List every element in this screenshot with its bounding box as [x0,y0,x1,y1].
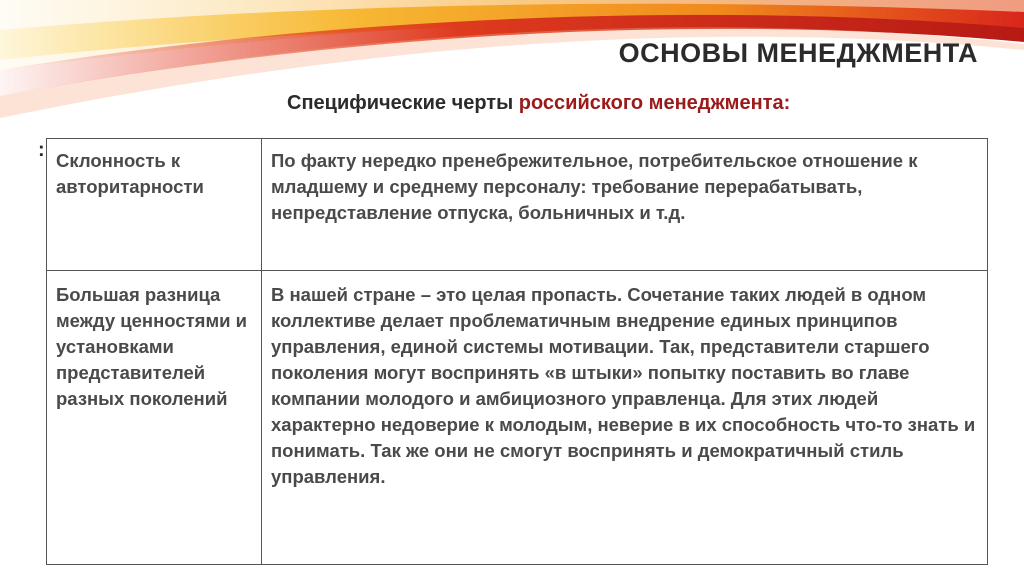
features-table [46,138,988,565]
subtitle [287,92,790,115]
table-row [47,139,988,271]
feature-cell: Склонность к авторитарности [47,139,262,271]
table-row [47,271,988,565]
subtitle-accent: российского менеджмента: [518,92,791,114]
feature-cell: Большая разница между ценностями и установками представителей разных поколений [47,271,262,565]
description-cell: По факту нередко пренебрежительное, потребительское отношение к младшему и среднему персоналу: требование перерабатывать, непредставление отпуска, больничных и т.д. [262,139,988,271]
stray-colon-mark: : [38,139,45,161]
description-cell: В нашей стране – это целая пропасть. Сочетание таких людей в одном коллективе делает проблематичным внедрение единых принципов управления, единой системы мотивации. Так, представители старшего поколения могут воспринять «в штыки» попытку поставить во главе компании молодого и амбициозного управленца. Для этих людей характерно недоверие к молодым, неверие в их способность что-то знать и понимать. Так же они не смогут воспринять и демократичный стиль управления. [262,271,988,565]
subtitle-plain: Специфические черты [287,92,519,114]
page-title: ОСНОВЫ МЕНЕДЖМЕНТА [618,38,978,68]
